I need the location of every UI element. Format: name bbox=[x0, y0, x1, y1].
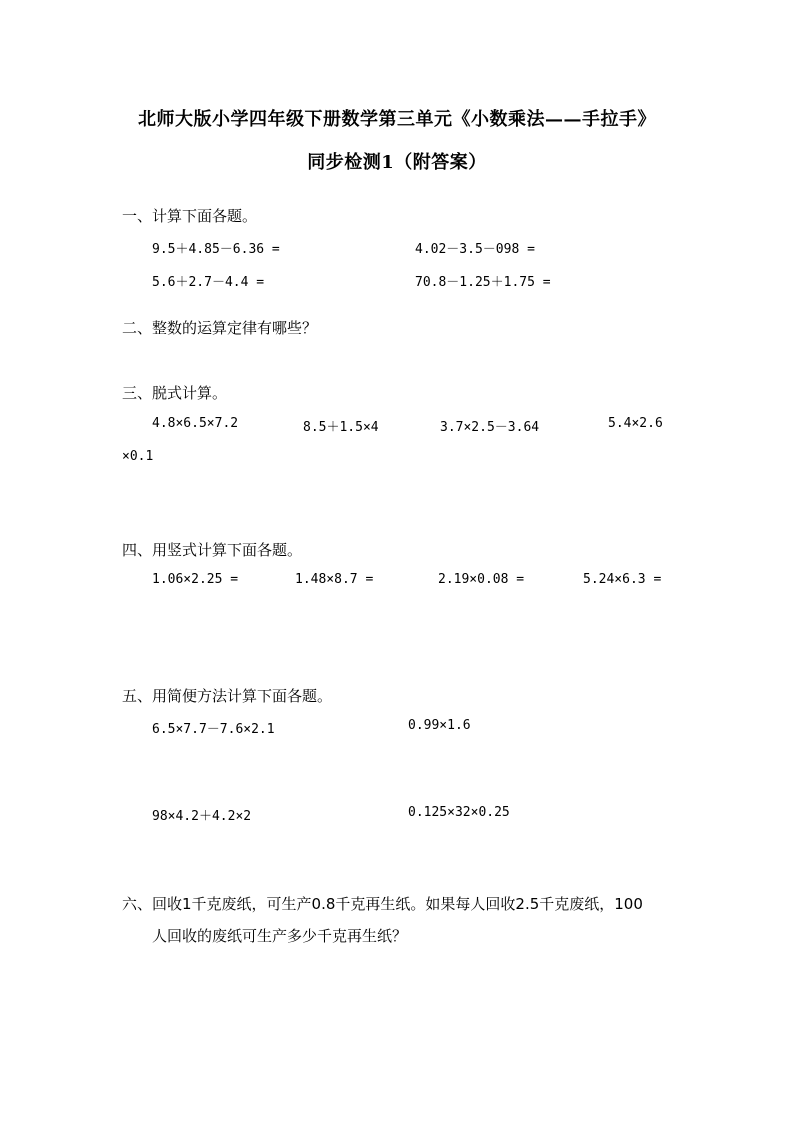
s3-problem-2: 8.5＋1.5×4 bbox=[303, 420, 379, 435]
s4-problem-2: 1.48×8.7 = bbox=[295, 572, 374, 587]
s5-problem-4: 0.125×32×0.25 bbox=[408, 805, 510, 820]
s3-problem-3: 3.7×2.5－3.64 bbox=[440, 420, 540, 435]
title-line-2: 同步检测1（附答案） bbox=[307, 152, 487, 173]
s1-problem-2: 4.02－3.5－098 = bbox=[415, 242, 535, 257]
section-2-heading: 二、整数的运算定律有哪些？ bbox=[122, 319, 318, 337]
s5-problem-1: 6.5×7.7－7.6×2.1 bbox=[152, 722, 275, 737]
section-5-heading: 五、用简便方法计算下面各题。 bbox=[122, 687, 333, 705]
s1-problem-3: 5.6＋2.7－4.4 = bbox=[152, 275, 265, 290]
section-1-heading: 一、计算下面各题。 bbox=[122, 207, 258, 225]
section-6-line-2: 人回收的废纸可生产多少千克再生纸？ bbox=[152, 927, 408, 945]
s4-problem-4: 5.24×6.3 = bbox=[583, 572, 662, 587]
s1-problem-1: 9.5＋4.85－6.36 = bbox=[152, 242, 280, 257]
s3-problem-1: 4.8×6.5×7.2 bbox=[152, 416, 239, 431]
s4-problem-1: 1.06×2.25 = bbox=[152, 572, 239, 587]
section-6-line-1: 六、回收1千克废纸，可生产0.8千克再生纸。如果每人回收2.5千克废纸，100 bbox=[122, 895, 643, 913]
s3-problem-4-wrap: ×0.1 bbox=[122, 449, 154, 464]
s4-problem-3: 2.19×0.08 = bbox=[438, 572, 525, 587]
s3-problem-4: 5.4×2.6 bbox=[608, 416, 663, 431]
title-line-1: 北师大版小学四年级下册数学第三单元《小数乘法——手拉手》 bbox=[138, 109, 656, 130]
section-3-heading: 三、脱式计算。 bbox=[122, 384, 228, 402]
s1-problem-4: 70.8－1.25＋1.75 = bbox=[415, 275, 551, 290]
s5-problem-2: 0.99×1.6 bbox=[408, 718, 471, 733]
section-4-heading: 四、用竖式计算下面各题。 bbox=[122, 541, 303, 559]
s5-problem-3: 98×4.2＋4.2×2 bbox=[152, 809, 252, 824]
